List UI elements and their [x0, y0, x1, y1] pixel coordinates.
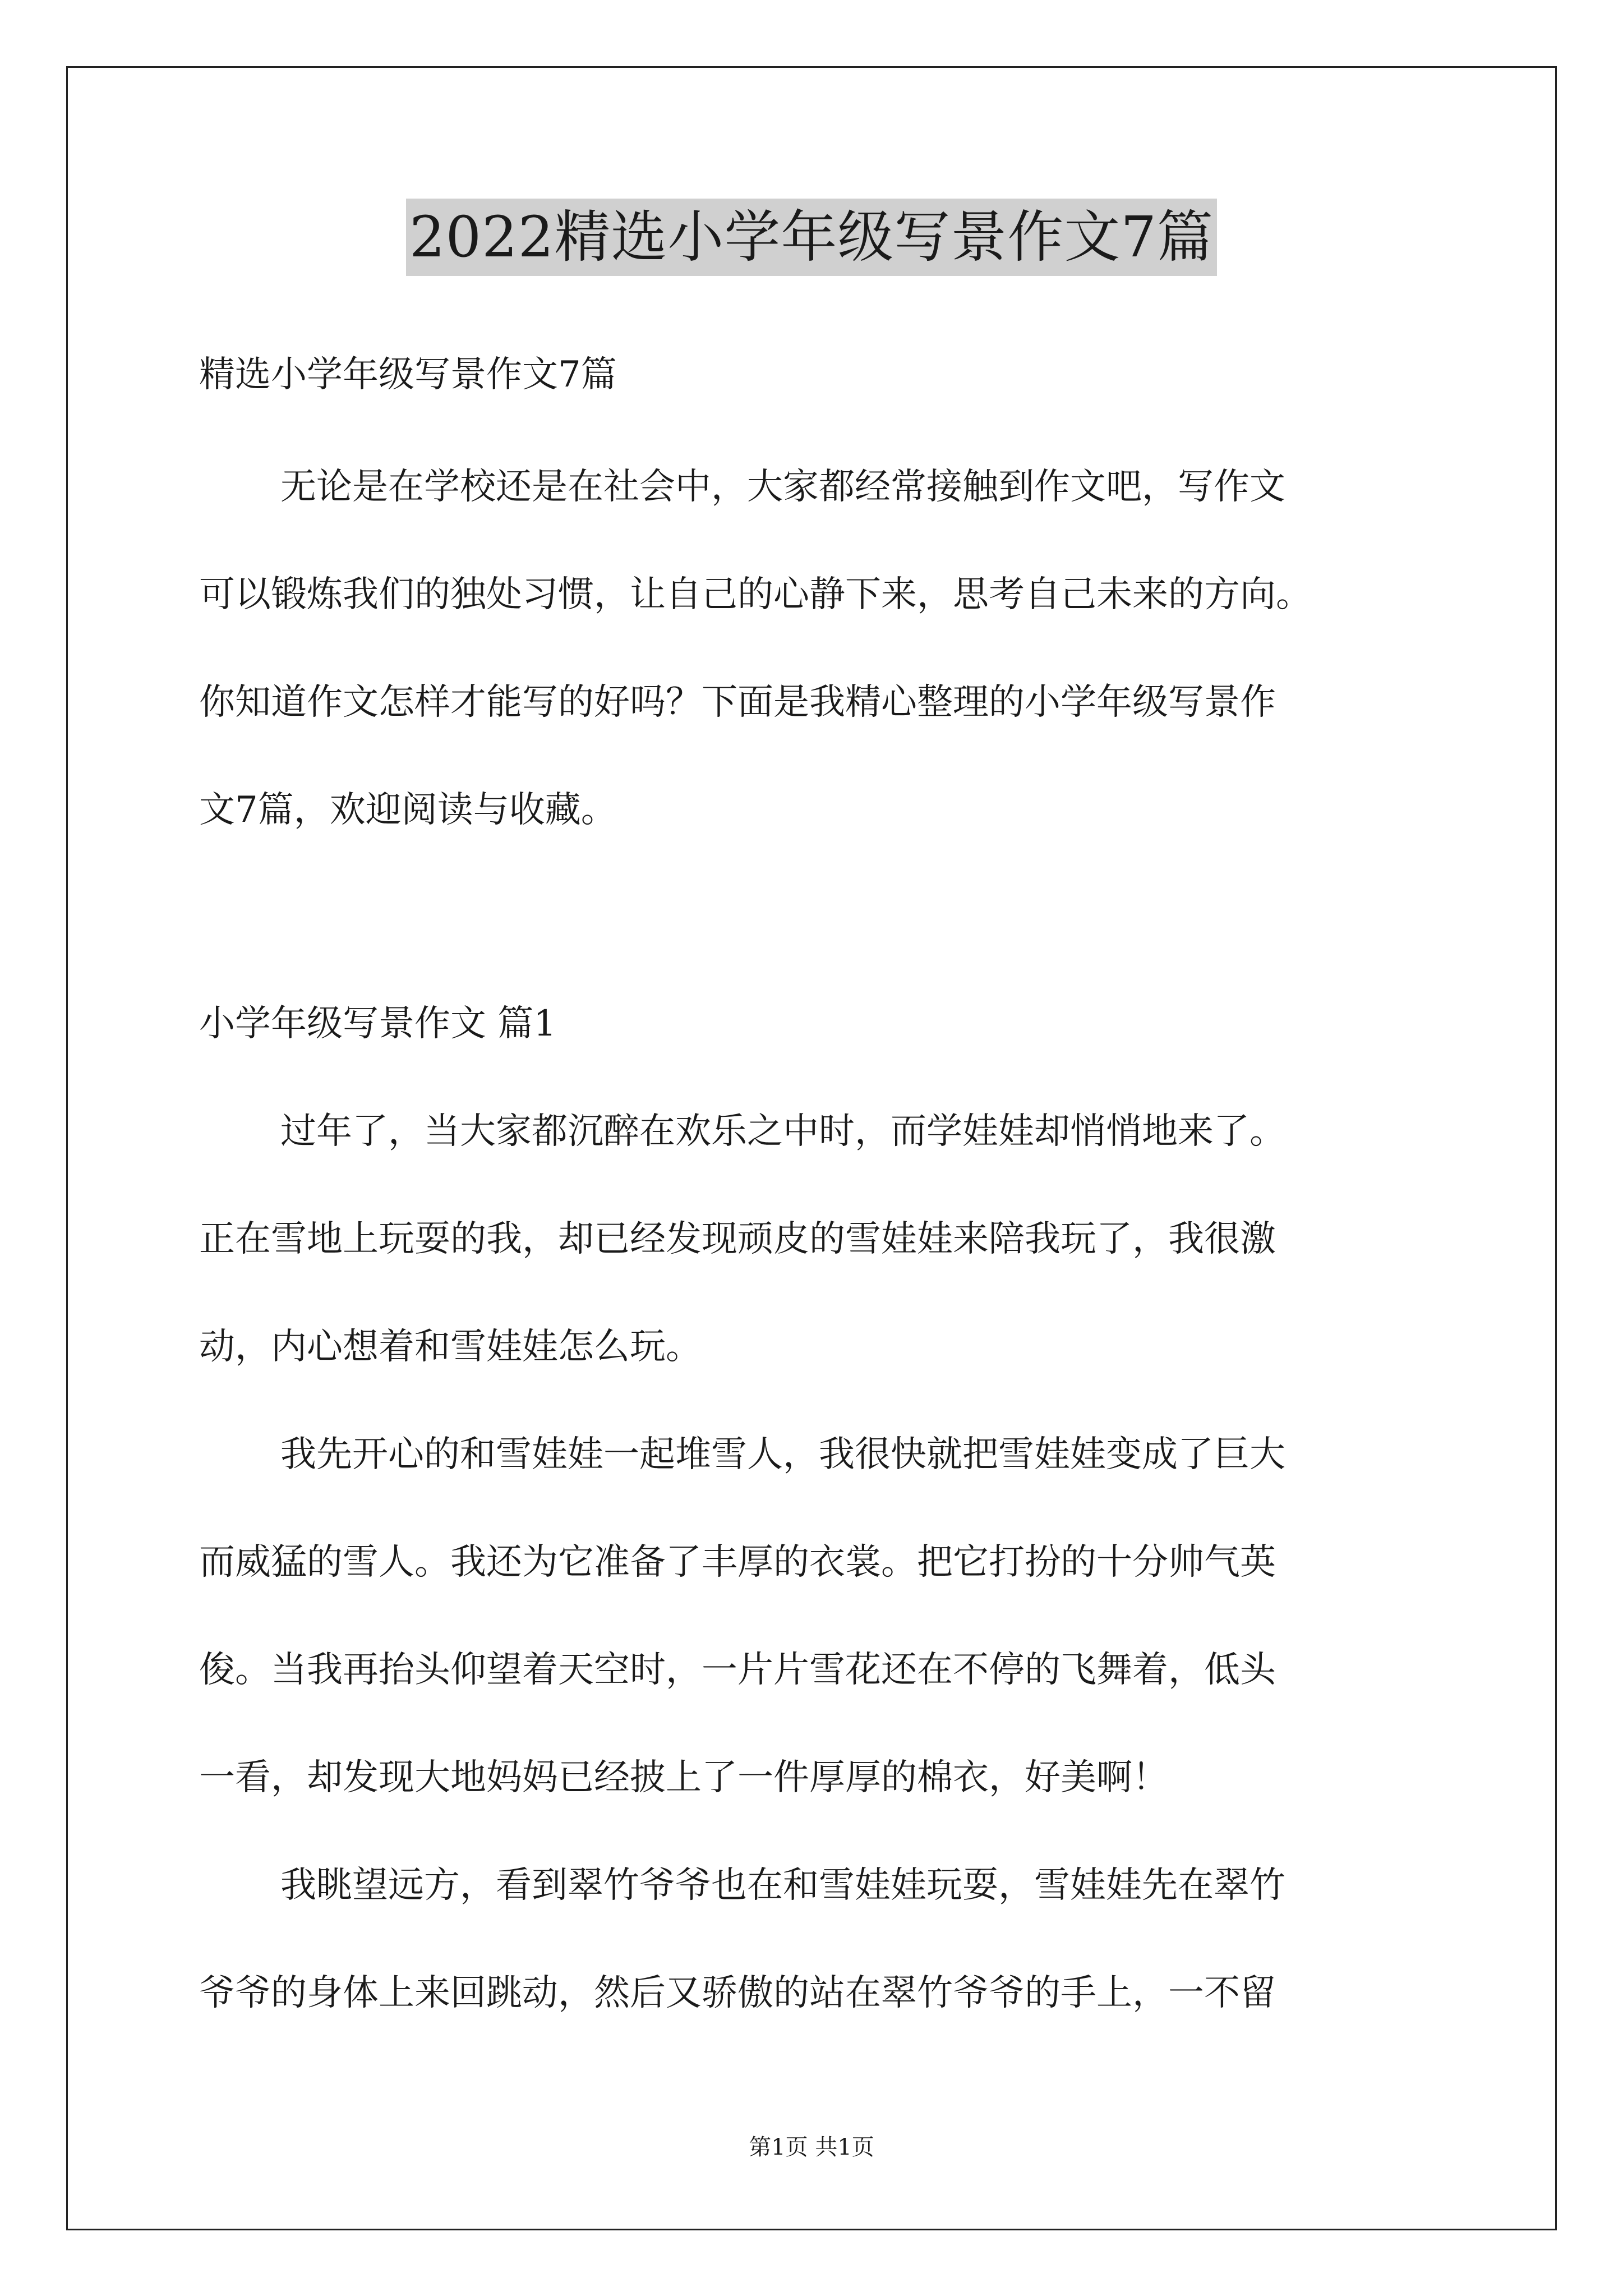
- para1-line-2: 正在雪地上玩耍的我，却已经发现顽皮的雪娃娃来陪我玩了，我很激: [199, 1218, 1276, 1260]
- title-container: [0, 199, 1623, 276]
- para2-line-2: 而威猛的雪人。我还为它准备了丰厚的衣裳。把它打扮的十分帅气英: [199, 1542, 1276, 1583]
- para3-line-1: 我眺望远方，看到翠竹爷爷也在和雪娃娃玩耍，雪娃娃先在翠竹: [280, 1865, 1285, 1906]
- document-subtitle: 精选小学年级写景作文7篇: [199, 354, 617, 395]
- page-footer: 第1页 共1页: [749, 2134, 874, 2160]
- intro-line-3: 你知道作文怎样才能写的好吗？下面是我精心整理的小学年级写景作: [199, 682, 1276, 723]
- intro-line-2: 可以锻炼我们的独处习惯，让自己的心静下来，思考自己未来的方向。: [199, 574, 1312, 615]
- para1-line-3: 动，内心想着和雪娃娃怎么玩。: [199, 1326, 702, 1368]
- para3-line-2: 爷爷的身体上来回跳动，然后又骄傲的站在翠竹爷爷的手上，一不留: [199, 1972, 1276, 2014]
- intro-line-1: 无论是在学校还是在社会中，大家都经常接触到作文吧，写作文: [280, 466, 1285, 508]
- para2-line-1: 我先开心的和雪娃娃一起堆雪人，我很快就把雪娃娃变成了巨大: [280, 1434, 1285, 1475]
- document-title: 2022精选小学年级写景作文7篇: [406, 199, 1217, 276]
- para2-line-3: 俊。当我再抬头仰望着天空时，一片片雪花还在不停的飞舞着，低头: [199, 1649, 1276, 1691]
- para1-line-1: 过年了，当大家都沉醉在欢乐之中时，而学娃娃却悄悄地来了。: [280, 1111, 1285, 1152]
- para2-line-4: 一看，却发现大地妈妈已经披上了一件厚厚的棉衣，好美啊！: [199, 1757, 1168, 1798]
- intro-line-4: 文7篇，欢迎阅读与收藏。: [199, 789, 617, 831]
- section-heading: 小学年级写景作文 篇1: [199, 1003, 557, 1045]
